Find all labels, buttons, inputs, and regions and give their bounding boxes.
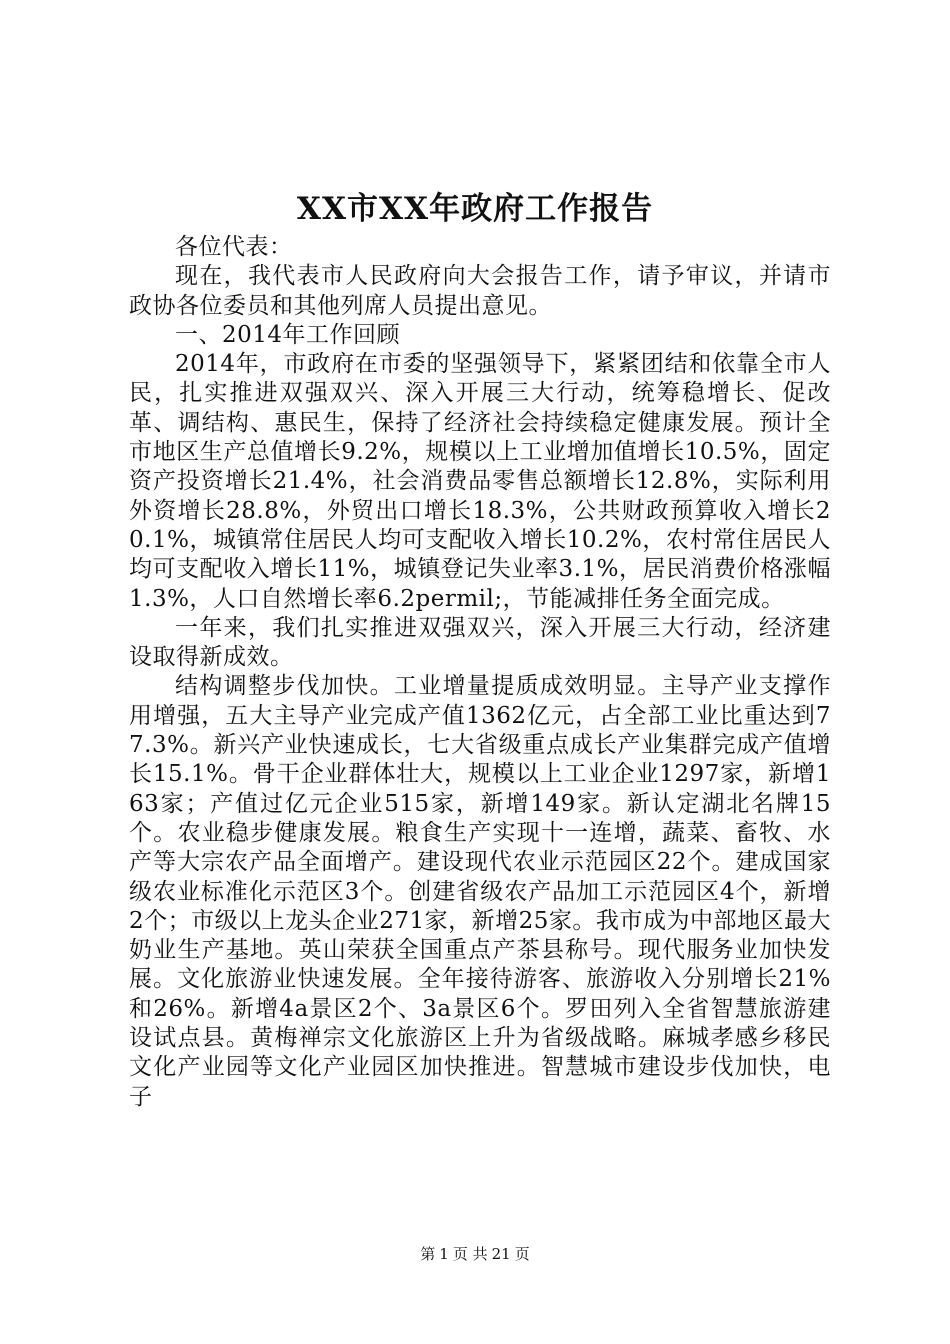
paragraph-salutation: 各位代表： (175, 234, 293, 260)
paragraph-structure: 结构调整步伐加快。工业增量提质成效明显。主导产业支撑作用增强，五大主导产业完成产值1362亿元，占全部工业比重达到77.3%。新兴产业快速成长，七大省级重点成长产业集群完成产值增长15.1%。骨干企业群体壮大，规模以上工业企业1297家，新增163家；产值过亿元企业515家，新增149家。新认定湖北名牌15个。农业稳步健康发展。粮食生产实现十一连增，蔬菜、畜牧、水产等大宗农产品全面增产。建设现代农业示范园区22个。建成国家级农业标准化示范区3个。创建省级农产品加工示范园区4个，新增2个；市级以上龙头企业271家，新增25家。我市成为中部地区最大奶业生产基地。英山荣获全国重点产茶县称号。现代服务业加快发展。文化旅游业快速发展。全年接待游客、旅游收入分别增长21%和26%。新增4a景区2个、3a景区6个。罗田列入全省智慧旅游建设试点县。黄梅禅宗文化旅游区上升为省级战略。麻城孝感乡移民文化产业园等文化产业园区加快推进。智慧城市建设步伐加快，电子 (129, 673, 831, 1110)
page-footer (0, 1244, 950, 1264)
paragraph-intro: 现在，我代表市人民政府向大会报告工作，请予审议，并请市政协各位委员和其他列席人员提出意见。 (129, 263, 831, 319)
page-mid: 页 共 (452, 1245, 488, 1263)
document-body (129, 233, 831, 1112)
page-total: 21 (491, 1245, 511, 1263)
page-prefix: 第 (420, 1245, 436, 1263)
page-suffix: 页 (514, 1245, 530, 1263)
paragraph-overview: 一年来，我们扎实推进双强双兴，深入开展三大行动，经济建设取得新成效。 (129, 614, 831, 671)
section-heading: 一、2014年工作回顾 (175, 321, 401, 348)
paragraph-summary: 2014年，市政府在市委的坚强领导下，紧紧团结和依靠全市人民，扎实推进双强双兴、深入开展三大行动，统筹稳增长、促改革、调结构、惠民生，保持了经济社会持续稳定健康发展。预计全市地区生产总值增长9.2%，规模以上工业增加值增长10.5%，固定资产投资增长21.4%，社会消费品零售总额增长12.8%，实际利用外资增长28.8%，外贸出口增长18.3%，公共财政预算收入增长20.1%，城镇常住居民人均可支配收入增长10.2%，农村常住居民人均可支配收入增长11%，城镇登记失业率3.1%，居民消费价格涨幅1.3%，人口自然增长率6.2permil;，节能减排任务全面完成。 (129, 351, 831, 612)
page-current: 1 (439, 1245, 449, 1263)
document-title: XX市XX年政府工作报告 (296, 191, 654, 227)
